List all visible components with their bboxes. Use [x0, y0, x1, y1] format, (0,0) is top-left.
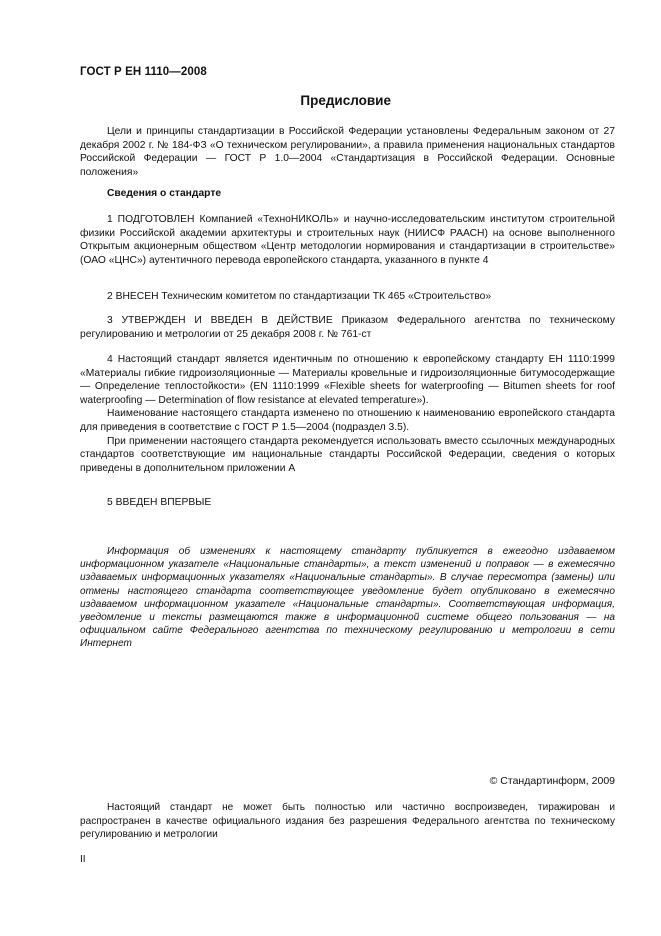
- item-4-block: [80, 353, 615, 475]
- item-3: 3 УТВЕРЖДЕН И ВВЕДЕН В ДЕЙСТВИЕ Приказом Федерального агентства по техническому регулированию и метрологии от 25 декабря 2008 г. № 761-ст: [80, 315, 615, 340]
- item-1-block: [80, 213, 615, 267]
- page-title: [0, 93, 661, 108]
- final-note: Настоящий стандарт не может быть полностью или частично воспроизведен, тиражирован и распространен в качестве официального издания без разрешения Федерального агентства по техническому регулированию и метрологии: [80, 802, 615, 841]
- item-4-references: При применении настоящего стандарта рекомендуется использовать вместо ссылочных международных стандартов соответствующие им национальные стандарты Российской Федерации, сведения о которых приведены в дополнительном приложении А: [80, 435, 615, 474]
- intro-paragraph: Цели и принципы стандартизации в Российской Федерации установлены Федеральным законом от 27 декабря 2002 г. № 184-ФЗ «О техническом регулировании», а правила применения национальных стандартов Российской Федерации — ГОСТ Р 1.0—2004 «Стандартизация в Российской Федерации. Основные положения»: [80, 126, 615, 178]
- item-4-name-change: Наименование настоящего стандарта изменено по отношению к наименованию европейского стандарта для приведения в соответствие с ГОСТ Р 1.5—2004 (подраздел 3.5).: [80, 408, 615, 433]
- item-3-block: [80, 314, 615, 341]
- page-title-text: Предисловие: [300, 93, 391, 108]
- copyright: © Стандартинформ, 2009: [489, 775, 615, 787]
- item-1: 1 ПОДГОТОВЛЕН Компанией «ТехноНИКОЛЬ» и научно-исследовательским институтом строительной физики Российской академии архитектуры и строительных наук (НИИСФ РААСН) на основе выполненного Открытым акционерным обществом «Центр методологии нормирования и стандартизации в строительстве» (ОАО «ЦНС») аутентичного перевода европейского стандарта, указанного в пункте 4: [80, 214, 615, 266]
- item-5: 5 ВВЕДЕН ВПЕРВЫЕ: [107, 497, 212, 508]
- page-number: II: [80, 854, 86, 865]
- subheading: Сведения о стандарте: [107, 188, 222, 199]
- document-code: ГОСТ Р ЕН 1110—2008: [80, 66, 207, 78]
- intro-block: [80, 125, 615, 179]
- subheading-block: [80, 187, 615, 201]
- item-4: 4 Настоящий стандарт является идентичным по отношению к европейскому стандарту ЕН 1110:1999 «Материалы гибкие гидроизоляционные — Материалы кровельные и гидроизоляционные битумосодержащие — Определение теплостойкости» (EN 1110:1999 «Flexible sheets for waterproofing — Bitumen sheets for roof waterproofing — Determination of flow resistance at elevated temperature»).: [80, 354, 615, 406]
- item-5-block: [80, 496, 615, 510]
- item-2-block: [80, 290, 615, 304]
- item-2: 2 ВНЕСЕН Техническим комитетом по стандартизации ТК 465 «Строительство»: [107, 291, 492, 302]
- notice-paragraph: Информация об изменениях к настоящему стандарту публикуется в ежегодно издаваемом информационном указателе «Национальные стандарты», а текст изменений и поправок — в ежемесячно издаваемых информационных указателях «Национальные стандарты». В случае пересмотра (замены) или отмены настоящего стандарта соответствующее уведомление будет опубликовано в ежемесячно издаваемом информационном указателе «Национальные стандарты». Соответствующая информация, уведомление и тексты размещаются также в информационной системе общего пользования — на официальном сайте Федерального агентства по техническому регулированию и метрологии в сети Интернет: [80, 546, 615, 650]
